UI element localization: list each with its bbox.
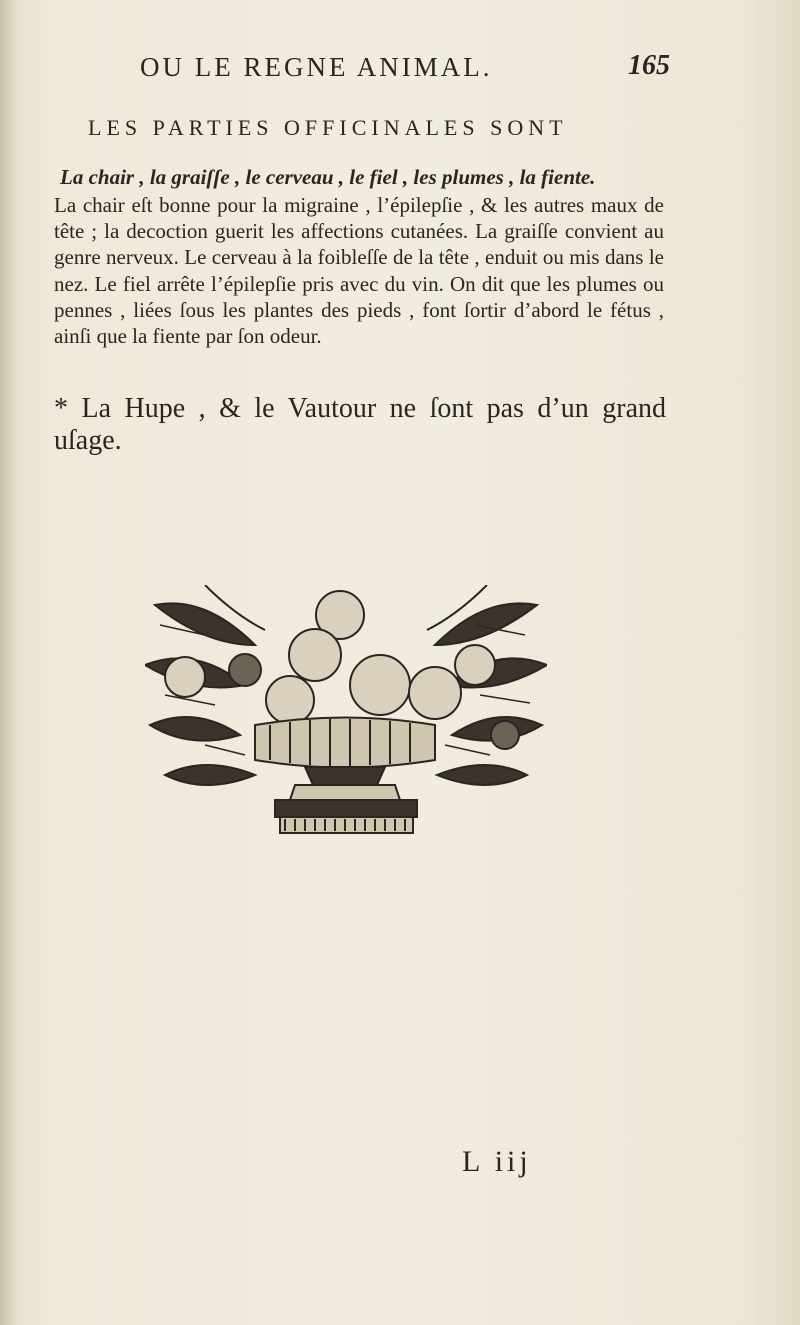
body-paragraph: La chair eſt bonne pour la migraine , l’épilepſie , & les autres maux de tête ; la decoction guerit les affections cutanées. La graiſſe convient au genre nerveux. Le cerveau à la foibleſſe de la tête , enduit ou mis dans le nez. Le fiel arrête l’épilepſie pris avec du vin. On dit que les plumes ou pennes , liées ſous les plantes des pieds , font ſortir d’abord le fétus , ainſi que la fiente par ſon odeur.: [54, 193, 664, 349]
section-lead: La chair , la graiſſe , le cerveau , le fiel , les plumes , la fiente.: [60, 165, 596, 189]
signature-mark: L iij: [462, 1145, 532, 1178]
footnote-paragraph: * La Hupe , & le Vautour ne ſont pas d’un grand uſage.: [54, 393, 666, 456]
running-title: OU LE REGNE ANIMAL.: [140, 52, 493, 82]
fruit-basket-ornament-icon: [145, 585, 547, 837]
section-heading: LES PARTIES OFFICINALES SONT: [88, 115, 568, 140]
page-number: 165: [628, 50, 670, 81]
